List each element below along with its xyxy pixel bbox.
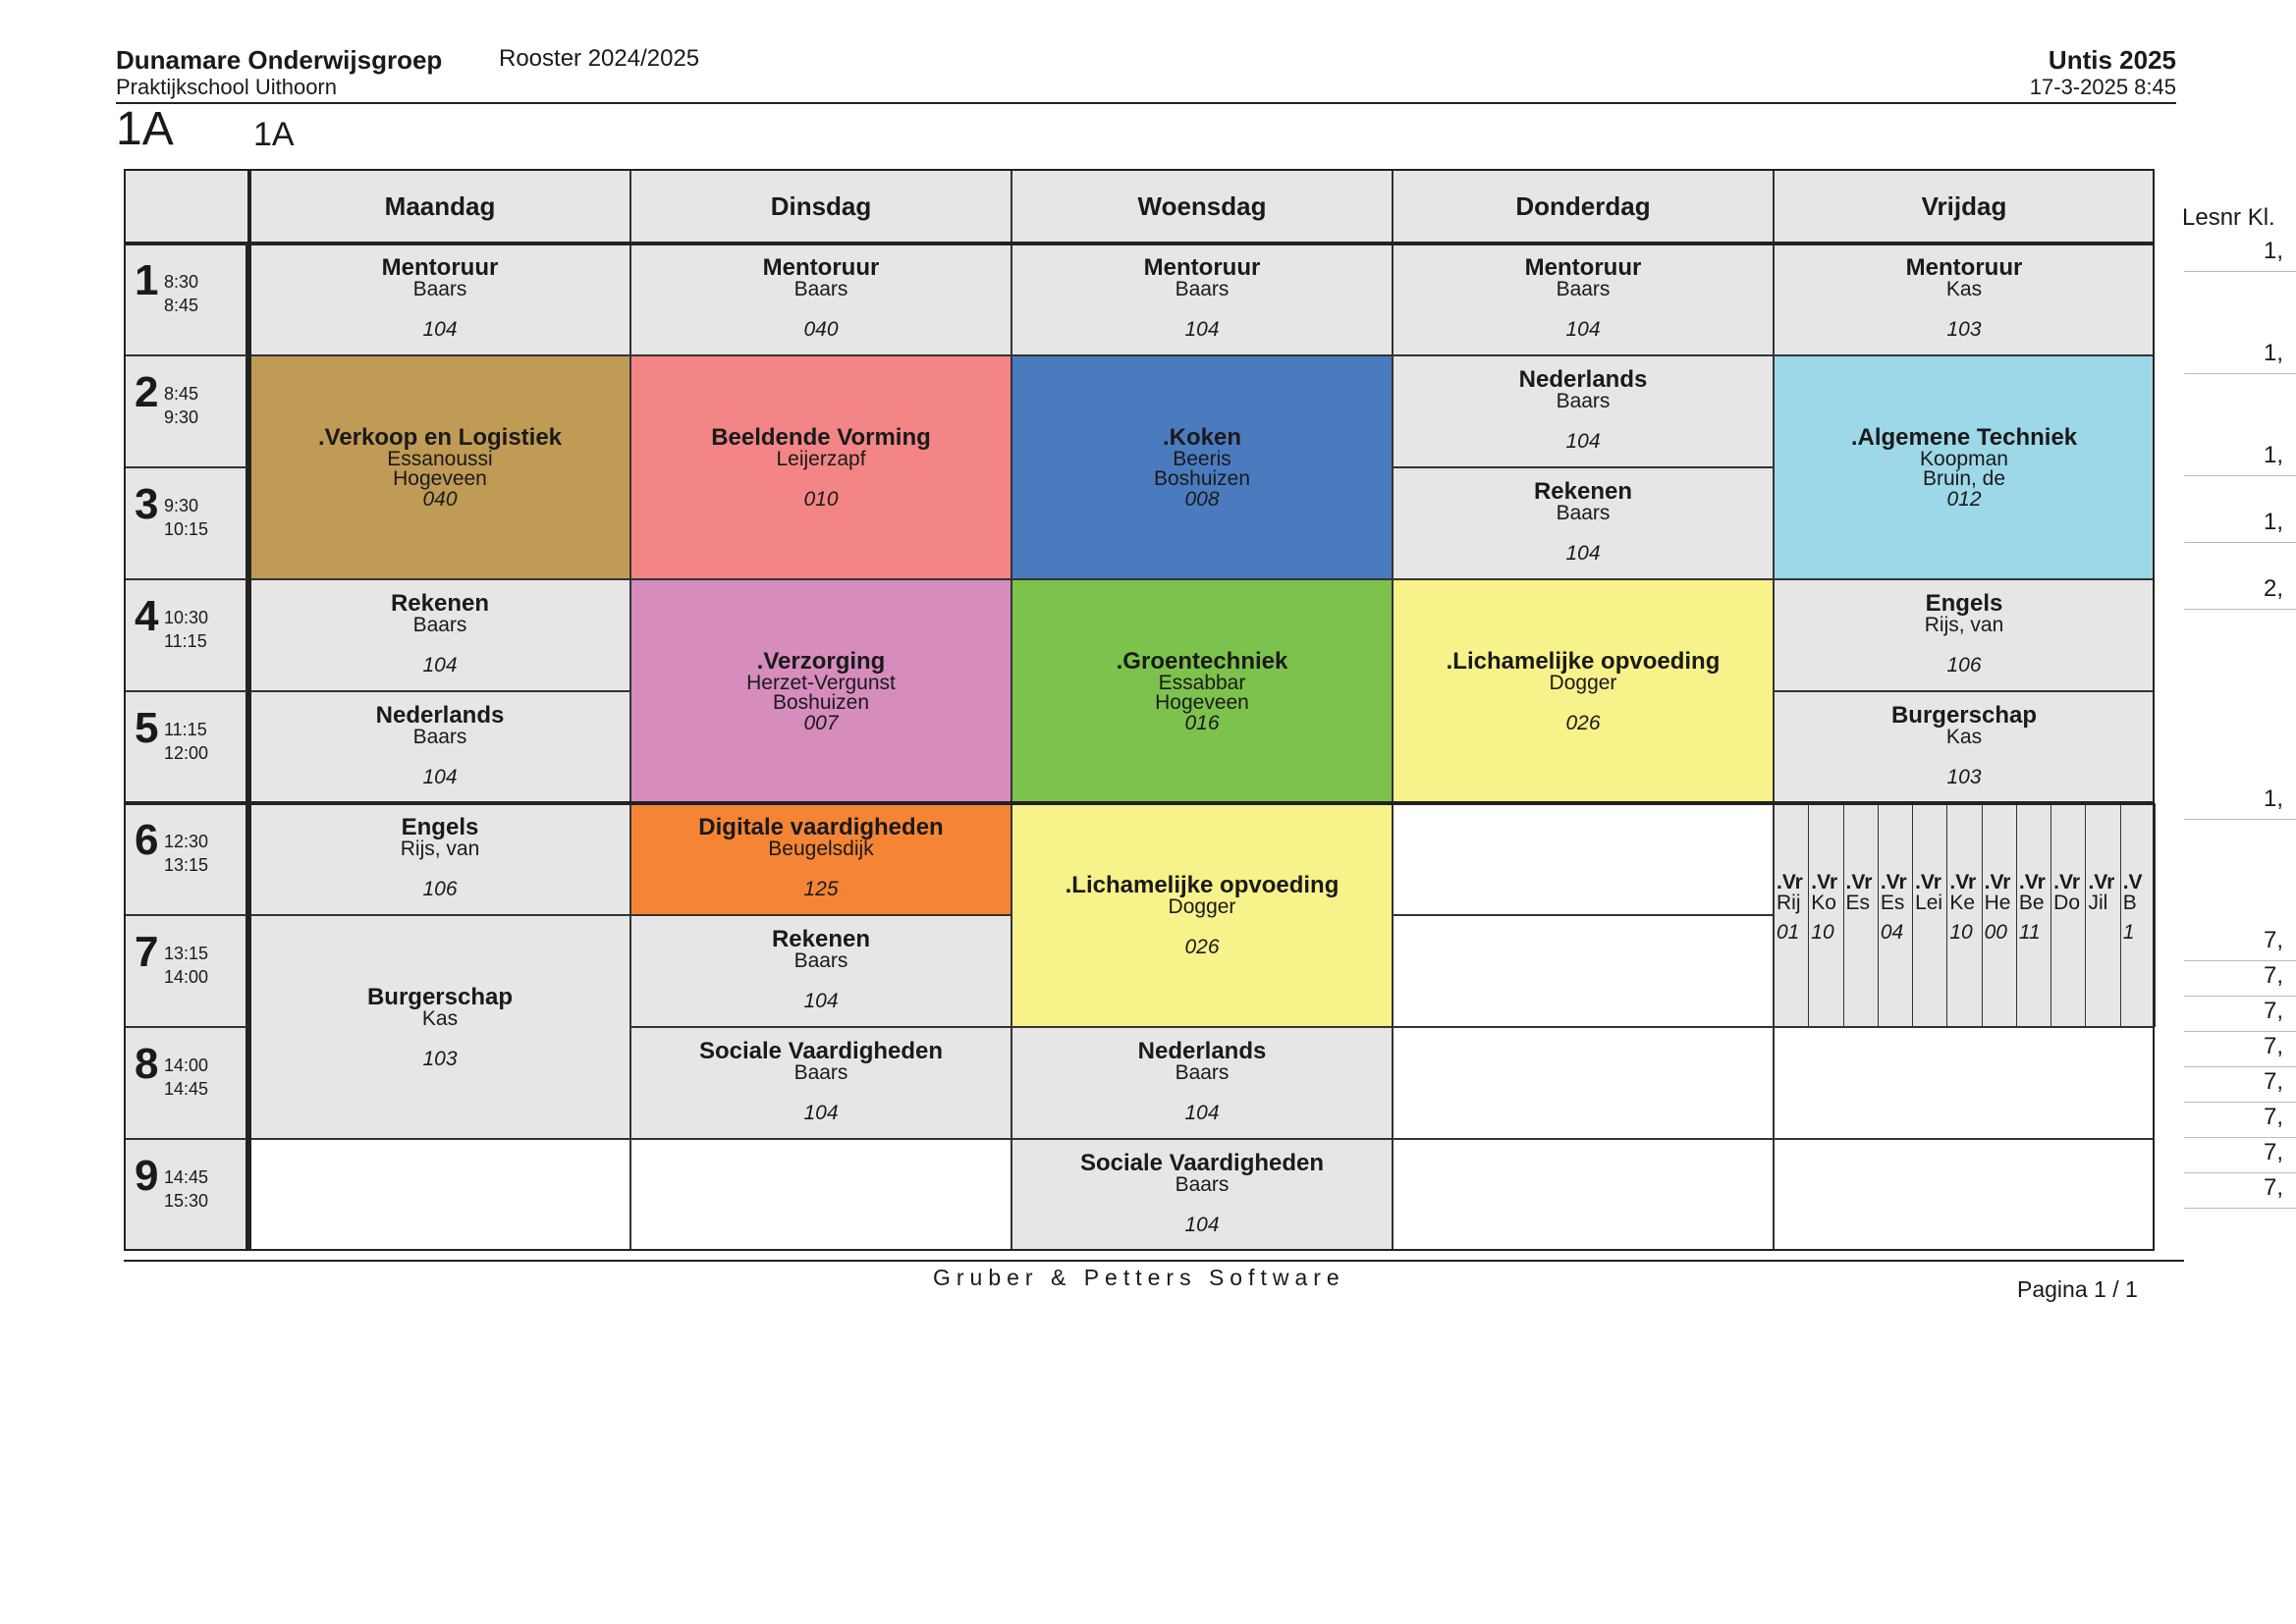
elective-subject: .Vr [1880, 871, 1907, 893]
day-header: Donderdag [1393, 169, 1774, 244]
side-row-line [2184, 1066, 2296, 1067]
side-row-line [2184, 819, 2296, 820]
elective-room: 1 [2122, 921, 2135, 944]
lesson-room: 012 [1946, 488, 1982, 511]
lesson-subject: .Verzorging [756, 648, 886, 675]
side-lesson-number: 7, [2264, 1139, 2284, 1165]
elective-subject: .V [2122, 871, 2143, 893]
period-number: 7 [135, 928, 159, 976]
lesson-teacher: Baars [793, 1061, 848, 1084]
elective-subject: .Vr [2053, 871, 2081, 893]
period-number: 3 [135, 480, 159, 528]
elective-subject: .Vr [1811, 871, 1838, 893]
lesson-teacher: Rijs, van [400, 838, 480, 860]
lesson-subject: Digitale vaardigheden [698, 814, 944, 840]
lesson-teacher: Baars [412, 614, 467, 636]
lesson-room: 104 [1565, 542, 1601, 565]
period-start: 14:00 [164, 1056, 209, 1075]
timetable-grid [124, 169, 2155, 1249]
lesson-room: 106 [422, 878, 458, 900]
side-row-line [2184, 996, 2296, 997]
lesson-subject: Nederlands [1518, 366, 1648, 393]
day-header: Dinsdag [630, 169, 1011, 244]
elective-teacher: Es [1845, 892, 1871, 914]
elective-room: 11 [2018, 921, 2041, 944]
lesson-teacher: Dogger [1549, 672, 1617, 694]
lesson-teacher: Leijerzapf [776, 448, 866, 470]
period-end: 14:00 [164, 967, 209, 987]
side-row-line [2184, 542, 2296, 543]
side-lesson-number: 7, [2264, 998, 2284, 1024]
lesson-teacher: Baars [412, 726, 467, 748]
elective-teacher: Ke [1949, 892, 1976, 914]
elective-subject: .Vr [1984, 871, 2011, 893]
lesson-teacher: Baars [1556, 502, 1611, 524]
side-row-line [2184, 1102, 2296, 1103]
period-start: 10:30 [164, 608, 209, 627]
lesson-room: 026 [1184, 936, 1220, 958]
period-number: 6 [135, 816, 159, 864]
lesson-room: 104 [1565, 318, 1601, 341]
lesson-room: 040 [803, 318, 839, 341]
lesson-room: 104 [1184, 1102, 1220, 1124]
side-lesson-number: 7, [2264, 1104, 2284, 1130]
elective-subject: .Vr [1915, 871, 1941, 893]
lesson-teacher: Baars [412, 278, 467, 300]
lesson-room: 104 [1184, 1214, 1220, 1236]
side-row-line [2184, 960, 2296, 961]
footer-divider [124, 1260, 2184, 1262]
lesson-subject: Nederlands [1137, 1038, 1267, 1064]
lesson-subject: .Koken [1162, 424, 1241, 451]
elective-room: 04 [1880, 921, 1904, 944]
period-end: 13:15 [164, 855, 209, 875]
lesson-subject: Rekenen [390, 590, 490, 617]
lesson-room: 104 [803, 990, 839, 1012]
elective-room: 01 [1777, 921, 1800, 944]
elective-room: 10 [1949, 921, 1973, 944]
lesson-teacher: Boshuizen [1153, 467, 1251, 490]
lesson-room: 040 [422, 488, 458, 511]
side-lesson-number: 7, [2264, 927, 2284, 953]
side-lesson-number: 7, [2264, 1068, 2284, 1095]
period-end: 11:15 [164, 631, 207, 651]
school-location: Praktijkschool Uithoorn [116, 75, 337, 99]
lesson-subject: Mentoruur [762, 254, 880, 281]
school-name: Dunamare Onderwijsgroep [116, 45, 443, 75]
period-end: 12:00 [164, 743, 209, 763]
lesson-room: 103 [1946, 766, 1982, 788]
period-start: 8:45 [164, 384, 199, 404]
lesson-room: 026 [1565, 712, 1601, 734]
side-row-line [2184, 1172, 2296, 1173]
lesson-room: 103 [1946, 318, 1982, 341]
lesson-room: 103 [422, 1048, 458, 1070]
side-row-line [2184, 1137, 2296, 1138]
lesson-subject: Burgerschap [366, 984, 514, 1010]
elective-subject: .Vr [1777, 871, 1803, 893]
class-title: 1A [116, 103, 174, 155]
period-end: 15:30 [164, 1191, 209, 1211]
period-end: 14:45 [164, 1079, 209, 1099]
lesson-teacher: Beeris [1173, 448, 1231, 470]
lesson-teacher: Essanoussi [387, 448, 493, 470]
lesson-teacher: Baars [1175, 278, 1230, 300]
lesson-subject: Sociale Vaardigheden [1079, 1150, 1325, 1176]
period-end: 8:45 [164, 296, 199, 315]
lesson-subject: .Verkoop en Logistiek [317, 424, 563, 451]
side-lesson-number: 1, [2264, 509, 2284, 535]
lesson-subject: .Lichamelijke opvoeding [1065, 872, 1339, 898]
lesson-teacher: Baars [1556, 278, 1611, 300]
lesson-room: 106 [1946, 654, 1982, 677]
lesson-teacher: Bruin, de [1922, 467, 2006, 490]
lesson-subject: .Groentechniek [1116, 648, 1288, 675]
side-lesson-number: 1, [2264, 785, 2284, 812]
lesson-subject: Engels [1925, 590, 2003, 617]
side-lesson-number: 1, [2264, 340, 2284, 366]
side-row-line [2184, 271, 2296, 272]
lesson-teacher: Hogeveen [1155, 691, 1249, 714]
lesson-subject: Rekenen [1533, 478, 1633, 505]
lesson-room: 008 [1184, 488, 1220, 511]
period-number: 8 [135, 1040, 159, 1088]
lesson-teacher: Kas [1945, 726, 1983, 748]
lesson-subject: Rekenen [771, 926, 871, 952]
lesson-subject: .Algemene Techniek [1850, 424, 2078, 451]
elective-subject: .Vr [2088, 871, 2115, 893]
period-start: 11:15 [164, 720, 207, 739]
elective-subject: .Vr [2018, 871, 2046, 893]
lesson-teacher: Baars [793, 278, 848, 300]
side-lesson-number: 7, [2264, 1174, 2284, 1201]
lesson-teacher: Essabbar [1158, 672, 1246, 694]
lesson-room: 104 [422, 766, 458, 788]
lesson-subject: .Lichamelijke opvoeding [1446, 648, 1721, 675]
lesson-room: 104 [1565, 430, 1601, 453]
elective-teacher: Jil [2088, 892, 2108, 914]
lesson-teacher: Hogeveen [393, 467, 487, 490]
elective-subject: .Vr [1949, 871, 1977, 893]
period-number: 2 [135, 368, 159, 416]
grid-outline [124, 169, 2155, 1251]
elective-teacher: Be [2018, 892, 2045, 914]
lesson-teacher: Baars [793, 949, 848, 972]
roster-year: Rooster 2024/2025 [499, 45, 700, 72]
lesson-subject: Burgerschap [1890, 702, 2038, 729]
elective-teacher: Lei [1915, 892, 1943, 914]
period-number: 5 [135, 704, 159, 752]
header-divider [116, 102, 2176, 104]
elective-teacher: Do [2053, 892, 2081, 914]
period-start: 8:30 [164, 272, 199, 292]
side-row-line [2184, 1208, 2296, 1209]
elective-teacher: Rij [1777, 892, 1801, 914]
side-lesson-number: 2, [2264, 575, 2284, 602]
lesson-subject: Engels [401, 814, 479, 840]
lesson-subject: Nederlands [375, 702, 505, 729]
lesson-room: 016 [1184, 712, 1220, 734]
lesson-teacher: Baars [1175, 1173, 1230, 1196]
elective-teacher: Ko [1811, 892, 1836, 914]
lesson-subject: Mentoruur [1524, 254, 1642, 281]
lesson-room: 104 [1184, 318, 1220, 341]
elective-teacher: B [2122, 892, 2137, 914]
lesson-room: 010 [803, 488, 839, 511]
lesson-teacher: Boshuizen [772, 691, 870, 714]
period-start: 14:45 [164, 1167, 209, 1187]
period-number: 9 [135, 1152, 159, 1200]
lesson-room: 104 [422, 318, 458, 341]
period-number: 4 [135, 592, 159, 640]
day-header: Woensdag [1011, 169, 1393, 244]
lesson-teacher: Kas [421, 1007, 459, 1030]
lesson-teacher: Dogger [1168, 895, 1236, 918]
lesson-teacher: Beugelsdijk [768, 838, 874, 860]
lesson-teacher: Herzet-Vergunst [746, 672, 896, 694]
side-row-line [2184, 1031, 2296, 1032]
lesson-teacher: Baars [1556, 390, 1611, 412]
period-start: 9:30 [164, 496, 199, 515]
period-end: 9:30 [164, 407, 199, 427]
side-lesson-number: 1, [2264, 238, 2284, 264]
footer-software: Gruber & Petters Software [933, 1265, 1345, 1290]
lesson-subject: Beeldende Vorming [711, 424, 931, 451]
side-row-line [2184, 475, 2296, 476]
lesson-teacher: Koopman [1920, 448, 2008, 470]
print-date: 17-3-2025 8:45 [2029, 75, 2176, 99]
lesson-room: 104 [803, 1102, 839, 1124]
side-lesson-number: 1, [2264, 442, 2284, 468]
elective-room: 00 [1984, 921, 2007, 944]
day-header: Maandag [249, 169, 630, 244]
day-header: Vrijdag [1774, 169, 2155, 244]
elective-subject: .Vr [1845, 871, 1873, 893]
lesson-room: 104 [422, 654, 458, 677]
period-number: 1 [135, 256, 159, 304]
side-column-header: Lesnr Kl. [2182, 204, 2275, 231]
side-row-line [2184, 609, 2296, 610]
side-lesson-number: 7, [2264, 1033, 2284, 1059]
lesson-teacher: Baars [1175, 1061, 1230, 1084]
elective-room: 10 [1811, 921, 1834, 944]
period-end: 10:15 [164, 519, 209, 539]
lesson-room: 125 [803, 878, 839, 900]
lesson-teacher: Rijs, van [1924, 614, 2004, 636]
software-title: Untis 2025 [2048, 45, 2176, 75]
period-start: 12:30 [164, 832, 209, 851]
elective-teacher: Es [1880, 892, 1905, 914]
side-lesson-number: 7, [2264, 962, 2284, 989]
side-row-line [2184, 373, 2296, 374]
page-number: Pagina 1 / 1 [2017, 1276, 2138, 1302]
lesson-room: 007 [803, 712, 839, 734]
lesson-subject: Mentoruur [1143, 254, 1261, 281]
class-subtitle: 1A [253, 116, 295, 153]
lesson-subject: Sociale Vaardigheden [698, 1038, 944, 1064]
lesson-subject: Mentoruur [1905, 254, 2023, 281]
lesson-teacher: Kas [1945, 278, 1983, 300]
lesson-subject: Mentoruur [381, 254, 499, 281]
elective-teacher: He [1984, 892, 2011, 914]
period-start: 13:15 [164, 944, 209, 963]
